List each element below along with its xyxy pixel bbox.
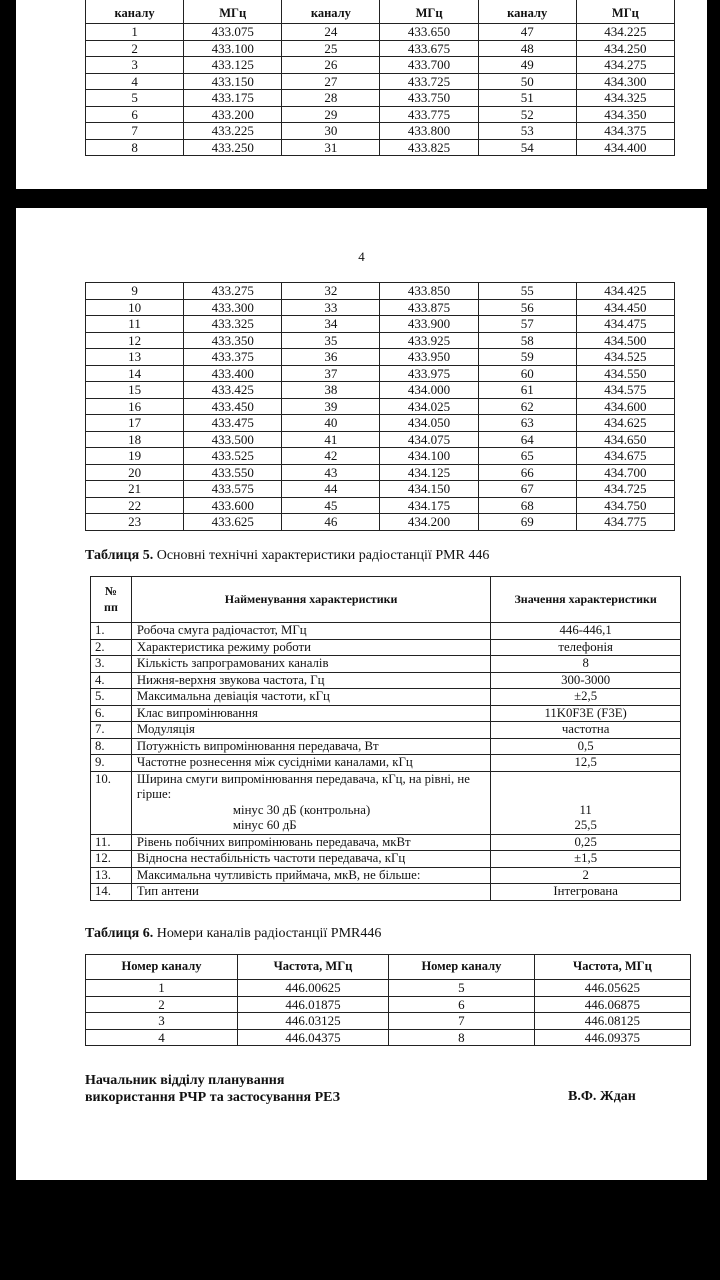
characteristic-value: Інтегрована (491, 884, 681, 901)
table-cell: 8 (86, 139, 184, 156)
table-row (86, 316, 675, 333)
table-cell: 36 (282, 349, 380, 366)
table-row (86, 332, 675, 349)
sub-item: мінус 60 дБ (232, 818, 297, 832)
table-cell: 433.350 (184, 332, 282, 349)
table-row (86, 24, 675, 41)
table-header-row (91, 577, 681, 623)
table-cell: 61 (478, 382, 576, 399)
table-row (86, 365, 675, 382)
table-cell: 46 (282, 514, 380, 531)
table-cell: 41 (282, 431, 380, 448)
table-cell: 24 (282, 24, 380, 41)
table-cell: 434.400 (576, 139, 674, 156)
signature-title-line2: використання РЧР та застосування РЕЗ (85, 1090, 341, 1105)
row-number: 3. (91, 656, 132, 673)
table-cell: 433.775 (380, 106, 478, 123)
table-row (86, 448, 675, 465)
table-cell: 434.300 (576, 73, 674, 90)
table-cell: 10 (86, 299, 184, 316)
table-row (91, 867, 681, 884)
table-row (91, 884, 681, 901)
row-number: 11. (91, 834, 132, 851)
table-cell: 433.850 (380, 283, 478, 300)
table-cell: 4 (86, 73, 184, 90)
table-cell: 2 (86, 40, 184, 57)
table-cell: 433.725 (380, 73, 478, 90)
table-cell: 433.425 (184, 382, 282, 399)
table5-caption-text: Основні технічні характеристики радіостанції PMR 446 (153, 548, 490, 563)
table-row (86, 415, 675, 432)
table-cell: 30 (282, 123, 380, 140)
characteristic-value: 446-446,1 (491, 623, 681, 640)
table-cell: 3 (86, 1013, 238, 1030)
table-cell: 433.225 (184, 123, 282, 140)
row-number: 1. (91, 623, 132, 640)
table-cell: 446.00625 (238, 980, 389, 997)
table-cell: 434.275 (576, 57, 674, 74)
table-cell: 1 (86, 24, 184, 41)
table-cell: 38 (282, 382, 380, 399)
sub-value: 25,5 (574, 818, 597, 832)
table-cell: 434.200 (380, 514, 478, 531)
table-cell: 13 (86, 349, 184, 366)
header-name: Найменування характеристики (131, 577, 490, 623)
table-cell: 57 (478, 316, 576, 333)
header-freq: МГц (380, 0, 478, 24)
table-cell: 433.325 (184, 316, 282, 333)
table-cell: 42 (282, 448, 380, 465)
row-number: 12. (91, 851, 132, 868)
table-cell: 446.03125 (238, 1013, 389, 1030)
table-cell: 434.175 (380, 497, 478, 514)
sub-value: 11 (579, 802, 592, 817)
signature-title-line1: Начальник відділу планування (85, 1073, 285, 1088)
characteristic-value: 0,5 (491, 738, 681, 755)
table-row (86, 980, 691, 997)
header-number-line1: № (104, 584, 117, 598)
table6-caption (85, 926, 381, 942)
table-row (91, 623, 681, 640)
table-cell: 433.475 (184, 415, 282, 432)
row-number: 14. (91, 884, 132, 901)
table-cell: 434.100 (380, 448, 478, 465)
table-cell: 433.875 (380, 299, 478, 316)
table-row (86, 73, 675, 90)
table-cell: 27 (282, 73, 380, 90)
document-page-2 (16, 208, 707, 1180)
table-cell: 55 (478, 283, 576, 300)
characteristic-name: Кількість запрограмованих каналів (131, 656, 490, 673)
table-cell: 446.01875 (238, 996, 389, 1013)
characteristic-name: Потужність випромінювання передавача, Вт (131, 738, 490, 755)
header-value: Значення характеристики (491, 577, 681, 623)
table-row (86, 481, 675, 498)
characteristic-value (491, 771, 681, 834)
channel-frequency-table-part1 (85, 0, 675, 156)
table-row (86, 996, 691, 1013)
table-cell: 62 (478, 398, 576, 415)
pmr446-channel-table (85, 954, 691, 1046)
table-cell: 433.150 (184, 73, 282, 90)
header-channel: каналу (86, 0, 184, 24)
table-cell: 14 (86, 365, 184, 382)
table-cell: 446.04375 (238, 1029, 389, 1046)
table-cell: 434.500 (576, 332, 674, 349)
characteristic-value: 11K0F3E (F3E) (491, 705, 681, 722)
header-channel-number: Номер каналу (389, 955, 535, 980)
table-cell: 60 (478, 365, 576, 382)
table-cell: 39 (282, 398, 380, 415)
row-number: 9. (91, 755, 132, 772)
table-cell: 433.950 (380, 349, 478, 366)
characteristic-name (131, 771, 490, 834)
table-row (86, 514, 675, 531)
table-body (91, 623, 681, 901)
table-cell: 433.825 (380, 139, 478, 156)
table-cell: 434.325 (576, 90, 674, 107)
table-cell: 48 (478, 40, 576, 57)
table-body (86, 283, 675, 531)
sub-item: мінус 30 дБ (контрольна) (232, 802, 371, 817)
row-number: 7. (91, 722, 132, 739)
table-cell: 20 (86, 464, 184, 481)
table-row (91, 705, 681, 722)
table-cell: 433.300 (184, 299, 282, 316)
characteristic-name: Максимальна чутливість приймача, мкВ, не більше: (131, 867, 490, 884)
table-cell: 446.08125 (534, 1013, 690, 1030)
signature-name: В.Ф. Ждан (568, 1089, 636, 1104)
technical-characteristics-table (90, 576, 681, 901)
table-row (86, 123, 675, 140)
row-number: 4. (91, 672, 132, 689)
table-cell: 66 (478, 464, 576, 481)
characteristic-value: 12,5 (491, 755, 681, 772)
table-cell: 434.150 (380, 481, 478, 498)
table-cell: 433.925 (380, 332, 478, 349)
table-cell: 58 (478, 332, 576, 349)
header-frequency: Частота, МГц (238, 955, 389, 980)
header-channel: каналу (478, 0, 576, 24)
table-cell: 433.550 (184, 464, 282, 481)
table-cell: 1 (86, 980, 238, 997)
table-cell: 434.125 (380, 464, 478, 481)
table-row (91, 722, 681, 739)
table-cell: 7 (86, 123, 184, 140)
table-row (91, 834, 681, 851)
table-cell: 434.550 (576, 365, 674, 382)
table-cell: 434.025 (380, 398, 478, 415)
table-cell: 44 (282, 481, 380, 498)
table-cell: 433.075 (184, 24, 282, 41)
table-cell: 446.06875 (534, 996, 690, 1013)
characteristic-value: телефонія (491, 639, 681, 656)
table-cell: 59 (478, 349, 576, 366)
table-cell: 433.975 (380, 365, 478, 382)
table-row (86, 57, 675, 74)
table-cell: 433.650 (380, 24, 478, 41)
characteristic-name: Модуляція (131, 722, 490, 739)
table-cell: 37 (282, 365, 380, 382)
header-freq: МГц (576, 0, 674, 24)
header-number-line2: пп (104, 599, 118, 614)
table-cell: 446.09375 (534, 1029, 690, 1046)
table-cell: 433.275 (184, 283, 282, 300)
table-row (86, 431, 675, 448)
characteristic-value: 2 (491, 867, 681, 884)
table-cell: 434.250 (576, 40, 674, 57)
table-cell: 56 (478, 299, 576, 316)
characteristic-value: 0,25 (491, 834, 681, 851)
table-cell: 25 (282, 40, 380, 57)
table-cell: 433.175 (184, 90, 282, 107)
table-cell: 433.700 (380, 57, 478, 74)
table-cell: 47 (478, 24, 576, 41)
table-cell: 433.625 (184, 514, 282, 531)
table-cell: 29 (282, 106, 380, 123)
table-cell: 433.525 (184, 448, 282, 465)
row-number: 2. (91, 639, 132, 656)
table-cell: 67 (478, 481, 576, 498)
characteristic-name: Нижня-верхня звукова частота, Гц (131, 672, 490, 689)
table-row (86, 497, 675, 514)
characteristic-value: частотна (491, 722, 681, 739)
table-cell: 434.525 (576, 349, 674, 366)
table-row (86, 1029, 691, 1046)
table-cell: 15 (86, 382, 184, 399)
characteristic-value: ±1,5 (491, 851, 681, 868)
table-cell: 22 (86, 497, 184, 514)
header-freq: МГц (184, 0, 282, 24)
table-cell: 45 (282, 497, 380, 514)
table-row (91, 738, 681, 755)
table-cell: 433.900 (380, 316, 478, 333)
table-row (86, 1013, 691, 1030)
table-cell: 434.575 (576, 382, 674, 399)
table-row (86, 139, 675, 156)
table-cell: 53 (478, 123, 576, 140)
table-cell: 433.600 (184, 497, 282, 514)
table-cell: 434.675 (576, 448, 674, 465)
table5-caption (85, 548, 489, 564)
header-number (91, 577, 132, 623)
table-cell: 17 (86, 415, 184, 432)
table-header-row (86, 0, 675, 24)
table-cell: 28 (282, 90, 380, 107)
table-cell: 434.750 (576, 497, 674, 514)
table-cell: 11 (86, 316, 184, 333)
table-body (86, 24, 675, 156)
table-cell: 63 (478, 415, 576, 432)
table-cell: 434.600 (576, 398, 674, 415)
table-body (86, 980, 691, 1046)
table-cell: 40 (282, 415, 380, 432)
table-cell: 434.050 (380, 415, 478, 432)
table-row (86, 382, 675, 399)
table5-caption-label: Таблиця 5. (85, 548, 154, 563)
table-row (86, 283, 675, 300)
table-cell: 18 (86, 431, 184, 448)
table-cell: 33 (282, 299, 380, 316)
characteristic-name: Тип антени (131, 884, 490, 901)
table-cell: 434.725 (576, 481, 674, 498)
table-cell: 433.200 (184, 106, 282, 123)
table-cell: 434.650 (576, 431, 674, 448)
table-row (91, 672, 681, 689)
table-cell: 21 (86, 481, 184, 498)
characteristic-name: Частотне рознесення між сусідніми каналами, кГц (131, 755, 490, 772)
table-cell: 433.500 (184, 431, 282, 448)
table-cell: 49 (478, 57, 576, 74)
table-cell: 434.625 (576, 415, 674, 432)
table-cell: 433.375 (184, 349, 282, 366)
table-cell: 26 (282, 57, 380, 74)
table-cell: 433.125 (184, 57, 282, 74)
table-cell: 446.05625 (534, 980, 690, 997)
table-cell: 31 (282, 139, 380, 156)
table-cell: 19 (86, 448, 184, 465)
table-cell: 433.750 (380, 90, 478, 107)
table-cell: 434.350 (576, 106, 674, 123)
table-cell: 23 (86, 514, 184, 531)
table-row (86, 40, 675, 57)
table-cell: 43 (282, 464, 380, 481)
table-row (86, 464, 675, 481)
table-cell: 64 (478, 431, 576, 448)
table-cell: 6 (86, 106, 184, 123)
characteristic-text: Ширина смуги випромінювання передавача, кГц, на рівні, не гірше: (136, 771, 470, 801)
page-number: 4 (358, 249, 365, 264)
table-cell: 12 (86, 332, 184, 349)
characteristic-value: ±2,5 (491, 689, 681, 706)
row-number: 13. (91, 867, 132, 884)
table6-caption-text: Номери каналів радіостанції PMR446 (153, 926, 382, 941)
table-row (86, 349, 675, 366)
table-cell: 50 (478, 73, 576, 90)
table-cell: 7 (389, 1013, 535, 1030)
table-cell: 434.450 (576, 299, 674, 316)
characteristic-value: 8 (491, 656, 681, 673)
characteristic-name: Клас випромінювання (131, 705, 490, 722)
table-cell: 433.400 (184, 365, 282, 382)
table-row (86, 398, 675, 415)
row-number: 10. (91, 771, 132, 834)
row-number: 8. (91, 738, 132, 755)
table-cell: 433.575 (184, 481, 282, 498)
table-cell: 434.000 (380, 382, 478, 399)
table-cell: 35 (282, 332, 380, 349)
row-number: 6. (91, 705, 132, 722)
table-cell: 34 (282, 316, 380, 333)
characteristic-name: Робоча смуга радіочастот, МГц (131, 623, 490, 640)
table-cell: 434.775 (576, 514, 674, 531)
row-number: 5. (91, 689, 132, 706)
table-cell: 5 (86, 90, 184, 107)
signature-title (85, 1072, 340, 1106)
table-row (91, 656, 681, 673)
characteristic-name: Максимальна девіація частоти, кГц (131, 689, 490, 706)
table-cell: 69 (478, 514, 576, 531)
table-cell: 4 (86, 1029, 238, 1046)
table-row (91, 639, 681, 656)
table-cell: 434.700 (576, 464, 674, 481)
table-cell: 433.450 (184, 398, 282, 415)
table-cell: 434.425 (576, 283, 674, 300)
table-cell: 433.100 (184, 40, 282, 57)
table-cell: 433.675 (380, 40, 478, 57)
table-cell: 433.250 (184, 139, 282, 156)
header-channel: каналу (282, 0, 380, 24)
table-cell: 433.800 (380, 123, 478, 140)
table-cell: 6 (389, 996, 535, 1013)
table-cell: 65 (478, 448, 576, 465)
table-cell: 16 (86, 398, 184, 415)
table-cell: 2 (86, 996, 238, 1013)
table-row (86, 299, 675, 316)
characteristic-name: Рівень побічних випромінювань передавача, мкВт (131, 834, 490, 851)
table-row (91, 771, 681, 834)
table-cell: 68 (478, 497, 576, 514)
table-row (86, 90, 675, 107)
table-row (91, 755, 681, 772)
table-cell: 52 (478, 106, 576, 123)
table-cell: 434.375 (576, 123, 674, 140)
channel-frequency-table-part2 (85, 282, 675, 531)
characteristic-name: Характеристика режиму роботи (131, 639, 490, 656)
table-cell: 8 (389, 1029, 535, 1046)
table-cell: 32 (282, 283, 380, 300)
header-frequency: Частота, МГц (534, 955, 690, 980)
table-cell: 3 (86, 57, 184, 74)
table-cell: 54 (478, 139, 576, 156)
document-page-1 (16, 0, 707, 189)
table-row (91, 851, 681, 868)
table-cell: 434.475 (576, 316, 674, 333)
table6-caption-label: Таблиця 6. (85, 926, 154, 941)
table-cell: 51 (478, 90, 576, 107)
table-cell: 434.075 (380, 431, 478, 448)
characteristic-name: Відносна нестабільність частоти передавача, кГц (131, 851, 490, 868)
table-cell: 434.225 (576, 24, 674, 41)
header-channel-number: Номер каналу (86, 955, 238, 980)
table-cell: 9 (86, 283, 184, 300)
table-cell: 5 (389, 980, 535, 997)
table-header-row (86, 955, 691, 980)
table-row (86, 106, 675, 123)
table-row (91, 689, 681, 706)
characteristic-value: 300-3000 (491, 672, 681, 689)
